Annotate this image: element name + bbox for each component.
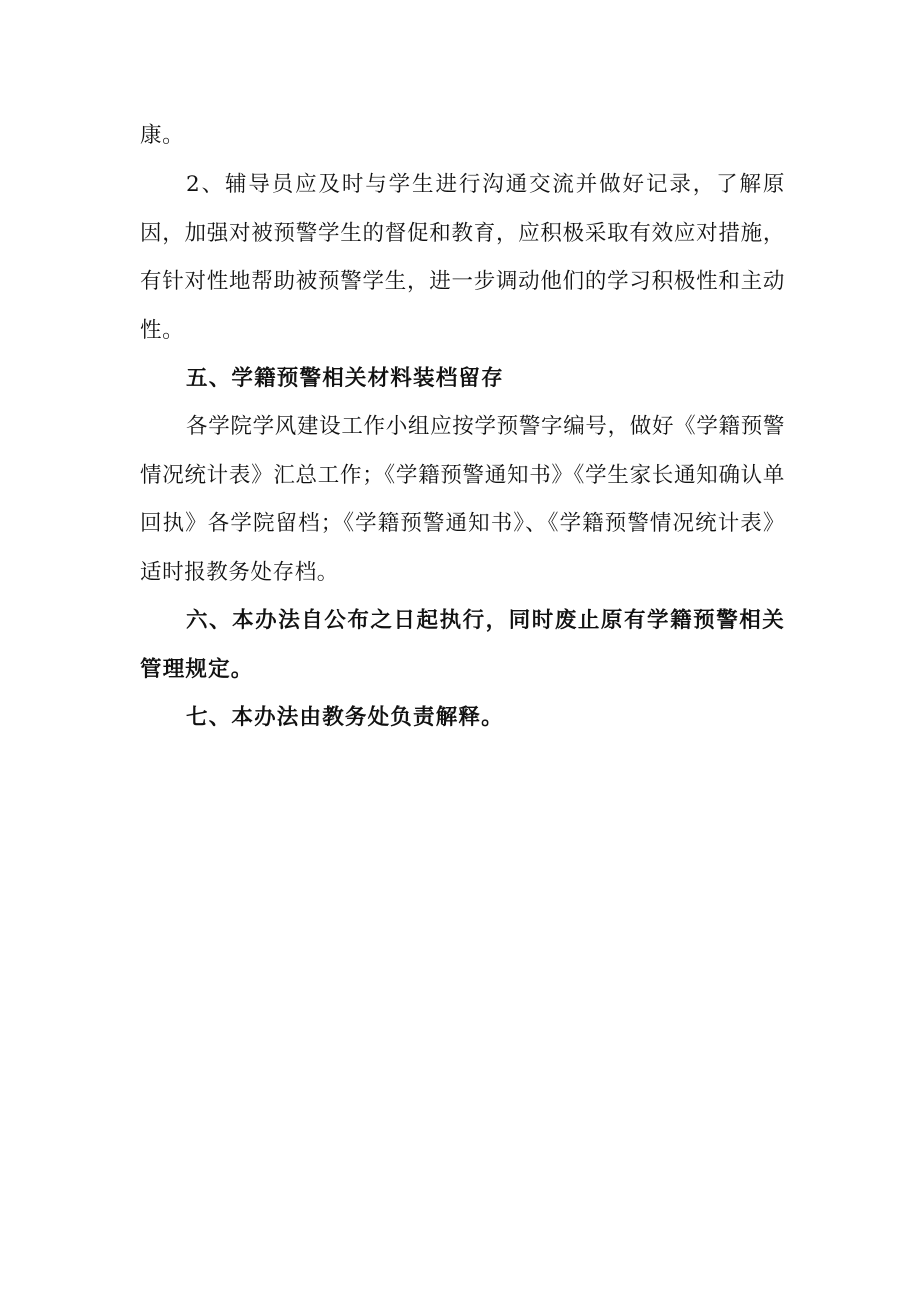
- section-heading-interpretation: 七、本办法由教务处负责解释。: [186, 705, 504, 730]
- section-heading-archiving: 五、学籍预警相关材料装档留存: [186, 366, 504, 391]
- paragraph-archiving-details: 各学院学风建设工作小组应按学预警字编号，做好《学籍预警情况统计表》汇总工作；《学籍预警通知书》《学生家长通知确认单回执》各学院留档；《学籍预警通知书》、《学籍预警情况统计表》适时报教务处存档。: [140, 414, 785, 585]
- paragraph-continuation: 康。: [140, 123, 185, 148]
- paragraph-counselor-communication: 2、辅导员应及时与学生进行沟通交流并做好记录，了解原因，加强对被预警学生的督促和教育，应积极采取有效应对措施，有针对性地帮助被预警学生，进一步调动他们的学习积极性和主动性。: [140, 172, 785, 343]
- section-heading-effective-date: 六、本办法自公布之日起执行，同时废止原有学籍预警相关管理规定。: [140, 608, 785, 682]
